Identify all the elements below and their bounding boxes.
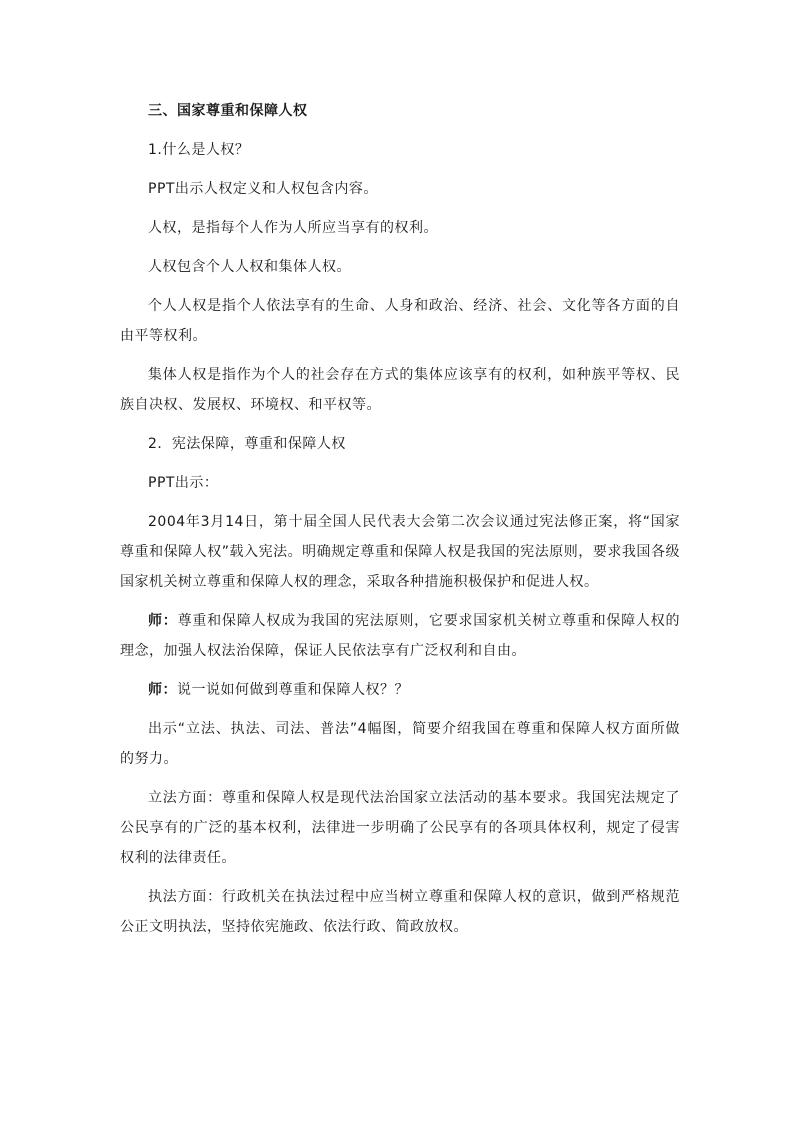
teacher-remark-text: 尊重和保障人权成为我国的宪法原则，它要求国家机关树立尊重和保障人权的理念，加强人权法治保障，保证人民依法享有广泛权利和自由。 bbox=[120, 613, 681, 659]
section-heading: 三、国家尊重和保障人权 bbox=[148, 103, 308, 119]
ppt-note-2: PPT出示： bbox=[148, 475, 219, 491]
individual-rights-paragraph: 个人人权是指个人依法享有的生命、人身和政治、经济、社会、文化等各方面的自由平等权利。 bbox=[120, 298, 680, 344]
human-rights-definition: 人权，是指每个人作为人所应当享有的权利。 bbox=[148, 220, 438, 236]
show-images-paragraph: 出示“立法、执法、司法、普法”4幅图，简要介绍我国在尊重和保障人权方面所做的努力。 bbox=[120, 721, 680, 767]
teacher-remark-2 bbox=[120, 675, 680, 705]
teacher-label: 师： bbox=[148, 682, 177, 698]
teacher-remark-text: 说一说如何做到尊重和保障人权？？ bbox=[177, 682, 409, 698]
human-rights-types: 人权包含个人人权和集体人权。 bbox=[148, 259, 351, 275]
constitutional-amendment-paragraph: 2004年3月14日，第十届全国人民代表大会第二次会议通过宪法修正案，将“国家尊重和保障人权”载入宪法。明确规定尊重和保障人权是我国的宪法原则，要求我国各级国家机关树立尊重和保障人权的理念，采取各种措施积极保护和促进人权。 bbox=[120, 514, 680, 590]
document-body bbox=[120, 96, 680, 951]
ppt-note-1: PPT出示人权定义和人权包含内容。 bbox=[148, 181, 378, 197]
legislation-paragraph: 立法方面：尊重和保障人权是现代法治国家立法活动的基本要求。我国宪法规定了公民享有的广泛的基本权利，法律进一步明确了公民享有的各项具体权利，规定了侵害权利的法律责任。 bbox=[120, 790, 680, 866]
question-2: 2．宪法保障，尊重和保障人权 bbox=[148, 436, 346, 452]
teacher-label: 师： bbox=[148, 613, 178, 629]
question-1: 1.什么是人权？ bbox=[148, 142, 250, 158]
enforcement-paragraph: 执法方面：行政机关在执法过程中应当树立尊重和保障人权的意识，做到严格规范公正文明执法，坚持依宪施政、依法行政、简政放权。 bbox=[120, 889, 680, 935]
collective-rights-paragraph: 集体人权是指作为个人的社会存在方式的集体应该享有的权利，如种族平等权、民族自决权、发展权、环境权、和平权等。 bbox=[120, 367, 680, 413]
teacher-remark-1 bbox=[120, 606, 680, 666]
